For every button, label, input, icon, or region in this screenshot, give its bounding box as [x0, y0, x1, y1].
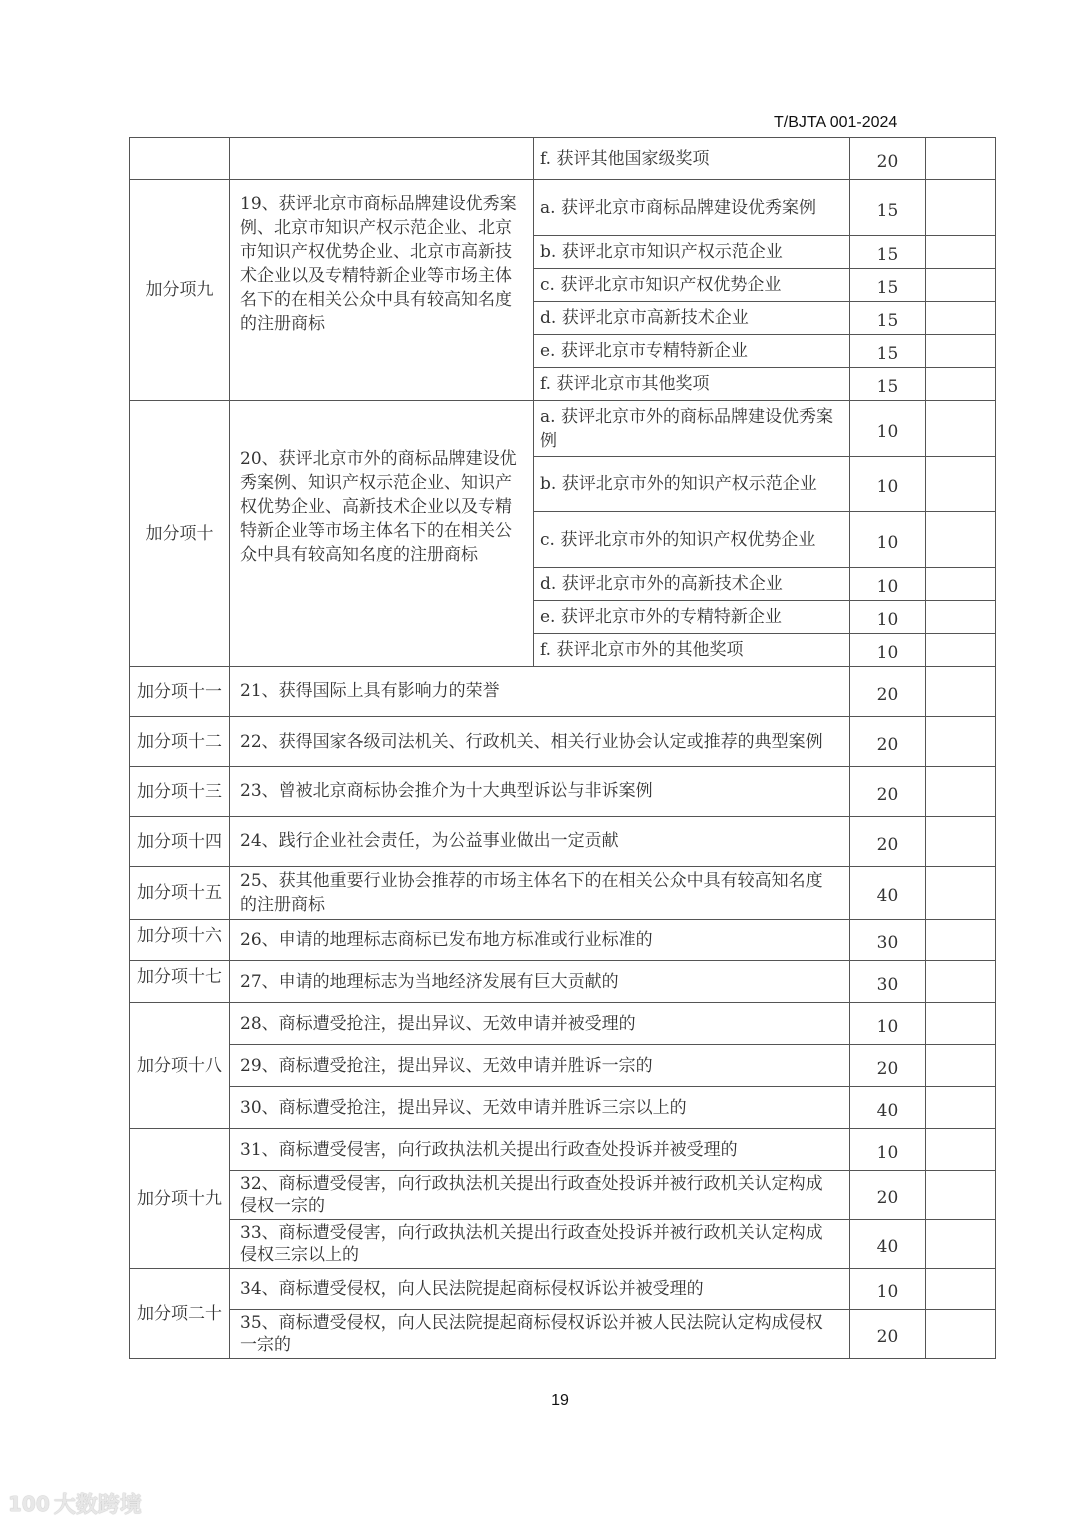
score-input-cell	[926, 867, 996, 920]
description-cell: 32、商标遭受侵害，向行政执法机关提出行政查处投诉并被行政机关认定构成侵权一宗的	[230, 1171, 850, 1220]
description-cell	[230, 138, 534, 180]
score-input-cell	[926, 920, 996, 961]
table-row	[130, 817, 996, 867]
category-cell: 加分项十六	[130, 920, 230, 961]
sub-item-cell: b. 获评北京市外的知识产权示范企业	[534, 457, 850, 512]
points-cell: 10	[850, 1269, 926, 1310]
description-cell: 30、商标遭受抢注，提出异议、无效申请并胜诉三宗以上的	[230, 1087, 850, 1129]
points-cell: 10	[850, 601, 926, 634]
score-input-cell	[926, 634, 996, 667]
description-cell: 31、商标遭受侵害，向行政执法机关提出行政查处投诉并被受理的	[230, 1129, 850, 1171]
score-input-cell	[926, 767, 996, 817]
score-input-cell	[926, 1220, 996, 1269]
sub-item-cell: a. 获评北京市外的商标品牌建设优秀案例	[534, 401, 850, 457]
description-cell: 24、践行企业社会责任，为公益事业做出一定贡献	[230, 817, 850, 867]
score-input-cell	[926, 1310, 996, 1359]
score-input-cell	[926, 1045, 996, 1087]
category-cell: 加分项十二	[130, 717, 230, 767]
points-cell: 10	[850, 1129, 926, 1171]
points-cell: 15	[850, 269, 926, 302]
sub-item-cell: a. 获评北京市商标品牌建设优秀案例	[534, 180, 850, 236]
points-cell: 15	[850, 180, 926, 236]
sub-item-cell: f. 获评其他国家级奖项	[534, 138, 850, 180]
category-cell: 加分项十一	[130, 667, 230, 717]
category-cell	[130, 138, 230, 180]
description-cell: 23、曾被北京商标协会推介为十大典型诉讼与非诉案例	[230, 767, 850, 817]
score-input-cell	[926, 817, 996, 867]
table-row	[130, 767, 996, 817]
table-row	[130, 1087, 996, 1129]
points-cell: 20	[850, 1045, 926, 1087]
points-cell: 10	[850, 1003, 926, 1045]
description-cell: 20、获评北京市外的商标品牌建设优秀案例、知识产权示范企业、知识产权优势企业、高新技术企业以及专精特新企业等市场主体名下的在相关公众中具有较高知名度的注册商标	[230, 401, 534, 667]
description-cell: 34、商标遭受侵权，向人民法院提起商标侵权诉讼并被受理的	[230, 1269, 850, 1310]
table-row	[130, 717, 996, 767]
points-cell: 10	[850, 634, 926, 667]
score-input-cell	[926, 138, 996, 180]
score-input-cell	[926, 1087, 996, 1129]
score-input-cell	[926, 368, 996, 401]
points-cell: 15	[850, 335, 926, 368]
score-input-cell	[926, 667, 996, 717]
description-cell: 29、商标遭受抢注，提出异议、无效申请并胜诉一宗的	[230, 1045, 850, 1087]
score-input-cell	[926, 961, 996, 1003]
watermark-text: 大数跨境	[53, 1493, 142, 1518]
watermark	[8, 1488, 142, 1519]
table-row	[130, 867, 996, 920]
table-row	[130, 920, 996, 961]
description-cell: 21、获得国际上具有影响力的荣誉	[230, 667, 850, 717]
points-cell: 20	[850, 138, 926, 180]
sub-item-cell: f. 获评北京市外的其他奖项	[534, 634, 850, 667]
table-row	[130, 1310, 996, 1359]
points-cell: 40	[850, 867, 926, 920]
points-cell: 20	[850, 817, 926, 867]
points-cell: 20	[850, 1310, 926, 1359]
watermark-logo-icon: 100	[8, 1491, 50, 1516]
score-input-cell	[926, 302, 996, 335]
points-cell: 10	[850, 457, 926, 512]
score-input-cell	[926, 1171, 996, 1220]
description-cell: 33、商标遭受侵害，向行政执法机关提出行政查处投诉并被行政机关认定构成侵权三宗以上的	[230, 1220, 850, 1269]
points-cell: 30	[850, 961, 926, 1003]
sub-item-cell: c. 获评北京市知识产权优势企业	[534, 269, 850, 302]
score-input-cell	[926, 601, 996, 634]
score-input-cell	[926, 180, 996, 236]
description-cell: 35、商标遭受侵权，向人民法院提起商标侵权诉讼并被人民法院认定构成侵权一宗的	[230, 1310, 850, 1359]
category-cell: 加分项十五	[130, 867, 230, 920]
points-cell: 20	[850, 1171, 926, 1220]
score-input-cell	[926, 269, 996, 302]
description-cell: 26、申请的地理标志商标已发布地方标准或行业标准的	[230, 920, 850, 961]
table-row	[130, 1129, 996, 1171]
sub-item-cell: c. 获评北京市外的知识产权优势企业	[534, 512, 850, 568]
category-cell: 加分项十八	[130, 1003, 230, 1129]
points-cell: 10	[850, 568, 926, 601]
category-cell: 加分项九	[130, 180, 230, 401]
table-row	[130, 1220, 996, 1269]
table-row	[130, 401, 996, 457]
table-row	[130, 1003, 996, 1045]
score-input-cell	[926, 1003, 996, 1045]
category-cell: 加分项十九	[130, 1129, 230, 1269]
table-row	[130, 1171, 996, 1220]
score-input-cell	[926, 1129, 996, 1171]
description-cell: 19、获评北京市商标品牌建设优秀案例、北京市知识产权示范企业、北京市知识产权优势企业、北京市高新技术企业以及专精特新企业等市场主体名下的在相关公众中具有较高知名度的注册商标	[230, 180, 534, 401]
sub-item-cell: e. 获评北京市外的专精特新企业	[534, 601, 850, 634]
document-code: T/BJTA 001-2024	[774, 114, 898, 131]
description-cell: 27、申请的地理标志为当地经济发展有巨大贡献的	[230, 961, 850, 1003]
description-cell: 22、获得国家各级司法机关、行政机关、相关行业协会认定或推荐的典型案例	[230, 717, 850, 767]
category-cell: 加分项十四	[130, 817, 230, 867]
score-input-cell	[926, 717, 996, 767]
category-cell: 加分项二十	[130, 1269, 230, 1359]
points-cell: 20	[850, 767, 926, 817]
score-input-cell	[926, 401, 996, 457]
points-cell: 40	[850, 1087, 926, 1129]
category-cell: 加分项十七	[130, 961, 230, 1003]
table-row	[130, 1045, 996, 1087]
category-cell: 加分项十	[130, 401, 230, 667]
scoring-table	[129, 137, 996, 1359]
page-number: 19	[551, 1392, 569, 1409]
sub-item-cell: d. 获评北京市外的高新技术企业	[534, 568, 850, 601]
score-input-cell	[926, 568, 996, 601]
table-row	[130, 961, 996, 1003]
category-cell: 加分项十三	[130, 767, 230, 817]
points-cell: 15	[850, 302, 926, 335]
table-row	[130, 180, 996, 236]
description-cell: 25、获其他重要行业协会推荐的市场主体名下的在相关公众中具有较高知名度的注册商标	[230, 867, 850, 920]
score-input-cell	[926, 457, 996, 512]
score-input-cell	[926, 236, 996, 269]
points-cell: 10	[850, 401, 926, 457]
score-input-cell	[926, 1269, 996, 1310]
points-cell: 20	[850, 717, 926, 767]
description-cell: 28、商标遭受抢注，提出异议、无效申请并被受理的	[230, 1003, 850, 1045]
points-cell: 20	[850, 667, 926, 717]
score-input-cell	[926, 512, 996, 568]
points-cell: 15	[850, 368, 926, 401]
sub-item-cell: e. 获评北京市专精特新企业	[534, 335, 850, 368]
score-input-cell	[926, 335, 996, 368]
table-row	[130, 138, 996, 180]
sub-item-cell: d. 获评北京市高新技术企业	[534, 302, 850, 335]
sub-item-cell: b. 获评北京市知识产权示范企业	[534, 236, 850, 269]
table-row	[130, 667, 996, 717]
points-cell: 10	[850, 512, 926, 568]
sub-item-cell: f. 获评北京市其他奖项	[534, 368, 850, 401]
points-cell: 15	[850, 236, 926, 269]
points-cell: 30	[850, 920, 926, 961]
table-row	[130, 1269, 996, 1310]
points-cell: 40	[850, 1220, 926, 1269]
